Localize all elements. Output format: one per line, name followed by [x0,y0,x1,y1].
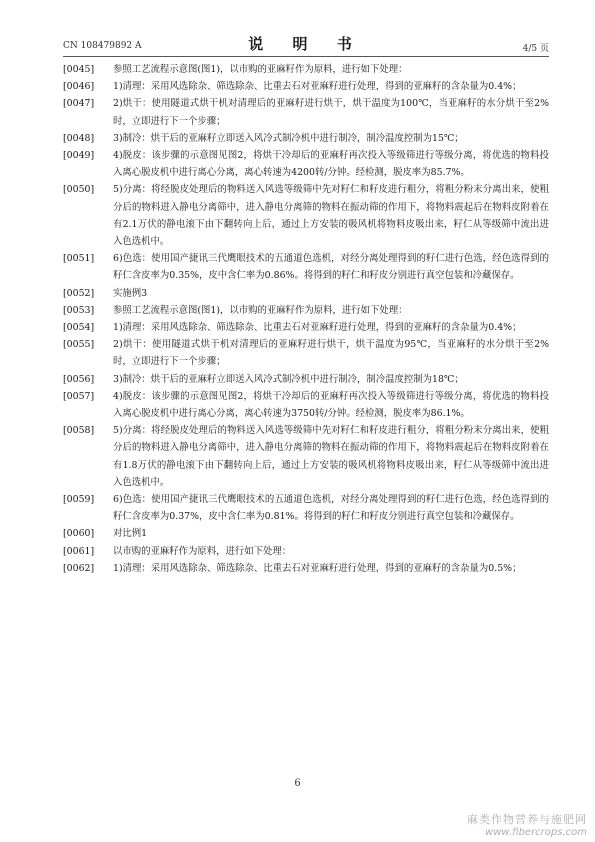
paragraph [63,491,549,525]
page-header [63,29,549,57]
paragraph-text: 5)分离：将经脱皮处理后的物料送入风选等级筛中先对籽仁和籽皮进行粗分，将粗分粉末分离出来，使粗分后的物料进入静电分离筛中，进入静电分离筛的物料在振动筛的作用下，将物料震起后在物料皮附着在有2.1万伏的静电滚下由下翻转向上后，通过上方安装的吸风机将物料皮吸出来，籽仁从等级筛中流出进入色选机中。 [113,184,549,248]
paragraph [63,422,549,491]
paragraph-text: 6)色选：使用国产捷讯三代鹰眼技术的五通道色选机，对经分离处理得到的籽仁进行色选，经色选得到的籽仁含皮率为0.37%，皮中含仁率为0.81%。将得到的籽仁和籽皮分别进行真空包装和冷藏保存。 [113,494,549,523]
paragraph-text: 4)脱皮：该步骤的示意图见图2，将烘干冷却后的亚麻籽再次投入等级筛进行等级分离，将优选的物料投入离心脱皮机中进行离心分离，离心转速为3750转/分钟。经检测，脱皮率为86.1%。 [113,390,549,420]
paragraph [63,560,549,577]
paragraph [63,95,549,129]
paragraph-number: [0046] [63,81,95,93]
paragraph-text: 1)清理：采用风选除杂、筛选除杂、比重去石对亚麻籽进行处理，得到的亚麻籽的含杂量为0.4%； [113,81,522,93]
paragraph-number: [0050] [63,184,95,196]
paragraph [63,525,549,542]
paragraph [63,371,549,388]
paragraph-number: [0059] [63,494,95,506]
paragraph-number: [0051] [63,253,95,265]
paragraph-text: 参照工艺流程示意图(图1)，以市购的亚麻籽作为原料，进行如下处理： [113,304,408,316]
paragraph-text: 2)烘干：使用隧道式烘干机对清理后的亚麻籽进行烘干，烘干温度为95℃，当亚麻籽的水分烘干至2%时，立即进行下一个步骤； [113,339,549,368]
paragraph [63,250,549,284]
paragraph-text: 4)脱皮：该步骤的示意图见图2，将烘干冷却后的亚麻籽再次投入等级筛进行等级分离，将优选的物料投入离心脱皮机中进行离心分离，离心转速为4200转/分钟。经检测，脱皮率为85.7%。 [113,150,549,179]
header-divider [63,56,549,57]
paragraph-number: [0056] [63,373,95,385]
paragraph-number: [0048] [63,132,95,144]
paragraph-text: 实施例3 [113,287,148,299]
paragraph-number: [0049] [63,150,95,162]
paragraph-text: 6)色选：使用国产捷讯三代鹰眼技术的五通道色选机，对经分离处理得到的籽仁进行色选，经色选得到的籽仁含皮率为0.35%，皮中含仁率为0.86%。将得到的籽仁和籽皮分别进行真空包装和冷藏保存。 [113,253,549,282]
paragraph-number: [0058] [63,425,95,437]
paragraph-number: [0052] [63,287,95,299]
paragraph-text: 以市购的亚麻籽作为原料，进行如下处理： [113,545,292,557]
watermark-text: 麻类作物营养与施肥网 [467,813,587,826]
paragraph [63,388,549,422]
paragraph [63,130,549,147]
paragraph [63,181,549,250]
paragraph [63,147,549,181]
paragraph [63,61,549,78]
page-indicator: 4/5 页 [522,44,549,54]
patent-number: CN 108479892 A [63,41,142,51]
paragraph-text: 1)清理：采用风选除杂、筛选除杂、比重去石对亚麻籽进行处理，得到的亚麻籽的含杂量为0.4%； [113,322,522,334]
paragraph-number: [0054] [63,322,95,334]
paragraph-number: [0061] [63,545,95,557]
paragraph-number: [0060] [63,528,95,540]
paragraph-number: [0055] [63,339,95,351]
paragraph [63,78,549,95]
paragraph [63,319,549,336]
watermark-url: www.fibercrops.com [485,827,587,838]
paragraph-text: 3)制冷：烘干后的亚麻籽立即送入风冷式制冷机中进行制冷，制冷温度控制为18℃； [113,373,464,385]
paragraph [63,285,549,302]
paragraph-text: 2)烘干：使用隧道式烘干机对清理后的亚麻籽进行烘干，烘干温度为100℃，当亚麻籽的水分烘干至2%时，立即进行下一个步骤； [113,98,549,127]
document-body [63,61,549,577]
document-title: 说 明 书 [248,35,364,53]
page-number: 6 [294,778,301,789]
paragraph-text: 5)分离：将经脱皮处理后的物料送入风选等级筛中先对籽仁和籽皮进行粗分，将粗分粉末分离出来，使粗分后的物料进入静电分离筛中，进入静电分离筛的物料在振动筛的作用下，将物料震起后在物料皮附着在有1.8万伏的静电滚下由下翻转向上后，通过上方安装的吸风机将物料皮吸出来，籽仁从等级筛中流出进入色选机中。 [113,425,549,488]
paragraph-text: 1)清理：采用风选除杂、筛选除杂、比重去石对亚麻籽进行处理，得到的亚麻籽的含杂量为0.5%； [113,562,522,574]
paragraph-number: [0045] [63,64,95,75]
paragraph [63,543,549,560]
watermark [467,811,587,838]
paragraph-number: [0047] [63,98,95,110]
paragraph-text: 对比例1 [113,528,148,540]
paragraph-number: [0053] [63,304,95,316]
paragraph-number: [0062] [63,562,95,574]
paragraph [63,336,549,370]
paragraph-text: 参照工艺流程示意图(图1)，以市购的亚麻籽作为原料，进行如下处理： [113,64,408,75]
paragraph [63,302,549,319]
paragraph-number: [0057] [63,390,95,402]
paragraph-text: 3)制冷：烘干后的亚麻籽立即送入风冷式制冷机中进行制冷，制冷温度控制为15℃； [113,132,464,144]
